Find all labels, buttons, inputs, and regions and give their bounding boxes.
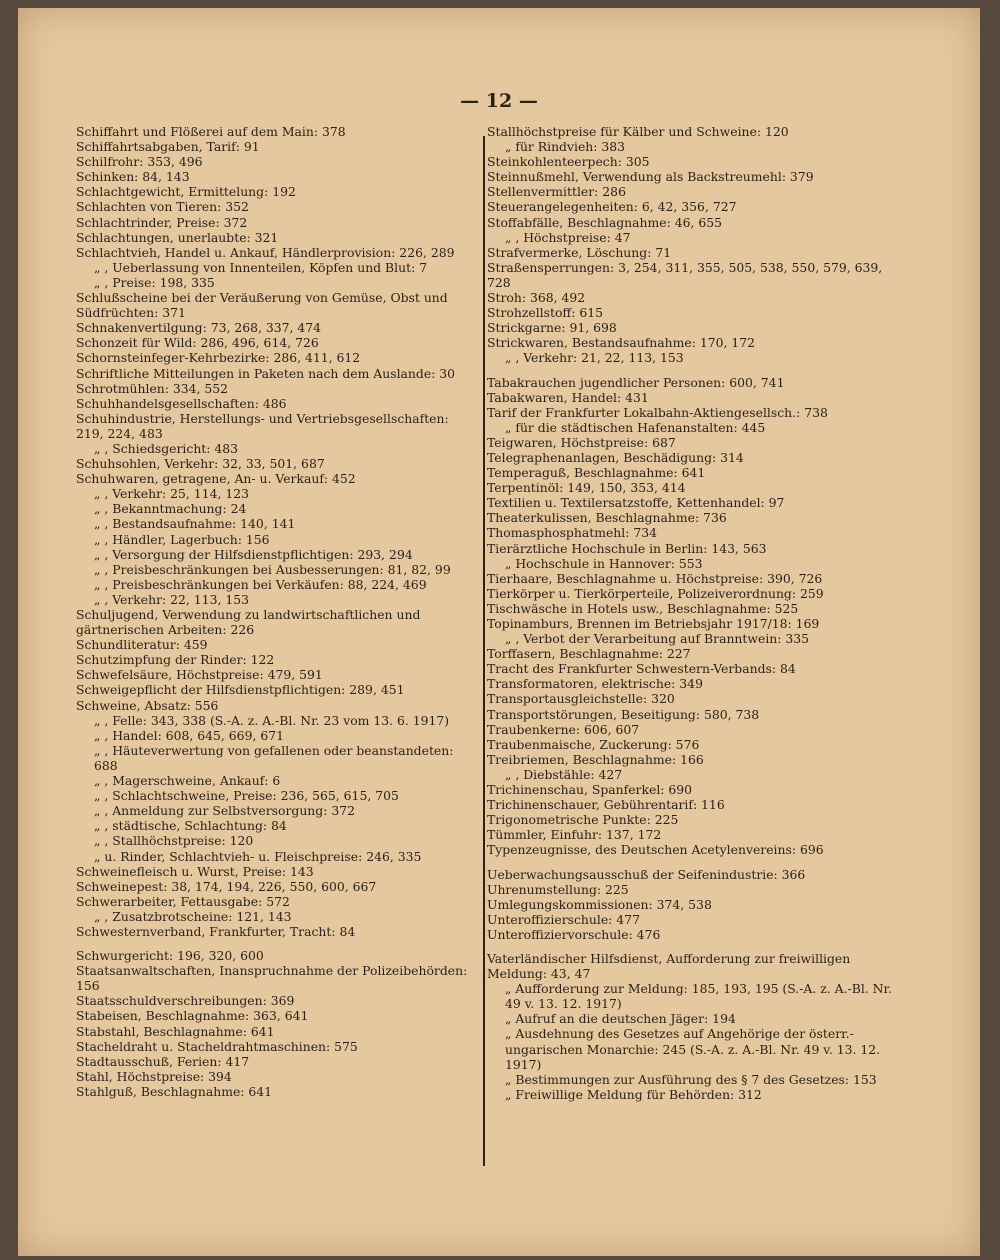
index-entry: Schlachtgewicht, Ermittelung: 192 (76, 184, 296, 200)
index-entry: Tabakwaren, Handel: 431 (487, 389, 649, 405)
index-entry: Tierkörper u. Tierkörperteile, Polizeiverordnung: 259 (487, 585, 824, 601)
index-entry: „ , Magerschweine, Ankauf: 6 (94, 773, 281, 789)
index-entry: Tabakrauchen jugendlicher Personen: 600, 741 (487, 374, 785, 390)
index-entry: Tierhaare, Beschlagnahme u. Höchstpreise: 390, 726 (487, 570, 823, 586)
index-entry: Stallhöchstpreise für Kälber und Schweine: 120 (487, 124, 789, 139)
index-entry: Tarif der Frankfurter Lokalbahn-Aktiengesellsch.: 738 (487, 404, 828, 420)
index-entry: Unteroffiziervorschule: 476 (487, 926, 661, 942)
index-entry: Stoffabfälle, Beschlagnahme: 46, 655 (487, 214, 722, 230)
index-entry: Transformatoren, elektrische: 349 (487, 676, 703, 692)
index-entry: Schuhhandelsgesellschaften: 486 (76, 395, 287, 411)
index-entry: „ , Häuteverwertung von gefallenen oder beanstandeten: 688 (94, 742, 454, 773)
index-entry: Schiffahrt und Flößerei auf dem Main: 378 (76, 124, 346, 139)
index-entry: „ für die städtischen Hafenanstalten: 445 (505, 419, 766, 435)
index-entry: Trichinenschauer, Gebührentarif: 116 (487, 797, 725, 813)
index-entry: Strickgarne: 91, 698 (487, 320, 617, 336)
index-entry: Schutzimpfung der Rinder: 122 (76, 652, 275, 668)
index-entry: Stabstahl, Beschlagnahme: 641 (76, 1023, 275, 1039)
index-entry: Vaterländischer Hilfsdienst, Aufforderung zur freiwilligen Meldung: 43, 47 (487, 950, 851, 982)
index-entry: Schwurgericht: 196, 320, 600 (76, 948, 264, 964)
index-entry: Terpentinöl: 149, 150, 353, 414 (487, 480, 686, 496)
index-entry: „ , Verbot der Verarbeitung auf Branntwein: 335 (505, 631, 810, 647)
index-entry: „ u. Rinder, Schlachtvieh- u. Fleischpreise: 246, 335 (94, 848, 422, 864)
index-entry: Schnakenvertilgung: 73, 268, 337, 474 (76, 320, 322, 336)
index-entry: „ , Höchstpreise: 47 (505, 229, 631, 245)
index-entry: Schuljugend, Verwendung zu landwirtschaftlichen und gärtnerischen Arbeiten: 226 (76, 607, 421, 638)
index-entry: Stabeisen, Beschlagnahme: 363, 641 (76, 1008, 309, 1024)
index-entry: Strickwaren, Bestandsaufnahme: 170, 172 (487, 335, 756, 351)
index-entry: Schweinepest: 38, 174, 194, 226, 550, 600, 667 (76, 878, 377, 894)
index-entry: Telegraphenanlagen, Beschädigung: 314 (487, 449, 744, 465)
index-entry: Steinkohlenteerpech: 305 (487, 154, 650, 170)
index-entry: Unteroffizierschule: 477 (487, 911, 640, 927)
index-entry: Trigonometrische Punkte: 225 (487, 812, 679, 828)
index-entry: Tischwäsche in Hotels usw., Beschlagnahme: 525 (487, 600, 799, 616)
index-entry: Theaterkulissen, Beschlagnahme: 736 (487, 510, 727, 526)
index-entry: Staatsschuldverschreibungen: 369 (76, 993, 295, 1009)
index-entry: „ Aufforderung zur Meldung: 185, 193, 195 (S.-A. z. A.-Bl. Nr. 49 v. 13. 12. 1917) (505, 981, 893, 1012)
index-entry: Schlußscheine bei der Veräußerung von Gemüse, Obst und Südfrüchten: 371 (76, 290, 448, 321)
index-entry: Transportausgleichstelle: 320 (487, 691, 675, 707)
index-entry: Schlachtvieh, Handel u. Ankauf, Händlerprovision: 226, 289 (76, 244, 455, 260)
column-divider (483, 136, 485, 1166)
index-entry: Schinken: 84, 143 (76, 169, 190, 185)
index-entry: Topinamburs, Brennen im Betriebsjahr 1917/18: 169 (487, 616, 820, 631)
index-entry: „ , Bekanntmachung: 24 (94, 501, 247, 517)
index-entry: „ , Handel: 608, 645, 669, 671 (94, 727, 284, 743)
index-entry: Strafvermerke, Löschung: 71 (487, 244, 672, 260)
index-entry: „ , Verkehr: 25, 114, 123 (94, 486, 249, 502)
index-entry: „ Aufruf an die deutschen Jäger: 194 (505, 1011, 736, 1027)
index-entry: Stadtausschuß, Ferien: 417 (76, 1053, 250, 1069)
index-entry: Schlachtrinder, Preise: 372 (76, 214, 248, 230)
index-entry: Thomasphosphatmehl: 734 (487, 525, 657, 541)
index-entry: Schwerarbeiter, Fettausgabe: 572 (76, 893, 290, 909)
index-entry: Traubenkerne: 606, 607 (487, 721, 640, 737)
index-entry: „ , Schiedsgericht: 483 (94, 440, 239, 456)
index-entry: Schweinefleisch u. Wurst, Preise: 143 (76, 863, 314, 879)
index-entry: „ Bestimmungen zur Ausführung des § 7 des Gesetzes: 153 (505, 1071, 877, 1087)
index-entry: Steinnußmehl, Verwendung als Backstreumehl: 379 (487, 169, 814, 185)
index-entry: „ für Rindvieh: 383 (505, 139, 626, 155)
index-entry: „ , Versorgung der Hilfsdienstpflichtigen: 293, 294 (94, 546, 413, 562)
index-entry: Ueberwachungsausschuß der Seifenindustrie: 366 (487, 866, 806, 882)
index-entry: Schuhindustrie, Herstellungs- und Vertriebsgesellschaften: 219, 224, 483 (76, 410, 449, 441)
right-column (487, 124, 895, 1102)
index-entry: „ , Händler, Lagerbuch: 156 (94, 531, 270, 547)
index-entry: „ , Preisbeschränkungen bei Verkäufen: 88, 224, 469 (94, 576, 427, 592)
left-column (76, 124, 474, 1099)
index-entry: „ , Felle: 343, 338 (S.-A. z. A.-Bl. Nr. 23 vom 13. 6. 1917) (94, 712, 450, 728)
index-entry: Transportstörungen, Beseitigung: 580, 738 (487, 706, 760, 722)
index-entry: Schwesternverband, Frankfurter, Tracht: 84 (76, 923, 356, 939)
index-entry: „ , Preisbeschränkungen bei Ausbesserungen: 81, 82, 99 (94, 561, 451, 577)
index-entry: Umlegungskommissionen: 374, 538 (487, 896, 712, 912)
index-entry: Stroh: 368, 492 (487, 290, 586, 306)
index-entry: Schornsteinfeger-Kehrbezirke: 286, 411, 612 (76, 350, 361, 366)
index-entry: Schweine, Absatz: 556 (76, 697, 219, 713)
index-entry: Temperaguß, Beschlagnahme: 641 (487, 465, 706, 481)
index-entry: „ Ausdehnung des Gesetzes auf Angehörige der österr.-ungarischen Monarchie: 245 (S.-A. z. A.-Bl. Nr. 49 v. 13. 12. 1917) (505, 1026, 881, 1072)
index-entry: „ , Stallhöchstpreise: 120 (94, 833, 254, 849)
index-entry: Straßensperrungen: 3, 254, 311, 355, 505, 538, 550, 579, 639, 728 (487, 259, 883, 290)
index-entry: Schuhwaren, getragene, An- u. Verkauf: 452 (76, 471, 356, 487)
index-entry: Teigwaren, Höchstpreise: 687 (487, 434, 676, 450)
index-entry: Tierärztliche Hochschule in Berlin: 143, 563 (487, 540, 767, 556)
index-entry: „ , Anmeldung zur Selbstversorgung: 372 (94, 803, 355, 819)
index-entry: „ , städtische, Schlachtung: 84 (94, 818, 287, 834)
index-entry: „ , Ueberlassung von Innenteilen, Köpfen und Blut: 7 (94, 259, 428, 275)
index-entry: Treibriemen, Beschlagnahme: 166 (487, 751, 704, 767)
index-entry: Schilfrohr: 353, 496 (76, 154, 203, 170)
index-entry: Typenzeugnisse, des Deutschen Acetylenvereins: 696 (487, 842, 824, 858)
index-entry: Textilien u. Textilersatzstoffe, Kettenhandel: 97 (487, 495, 785, 511)
index-entry: „ , Diebstähle: 427 (505, 766, 623, 782)
index-entry: Schundliteratur: 459 (76, 637, 208, 653)
index-page (18, 8, 980, 1256)
index-entry: „ , Bestandsaufnahme: 140, 141 (94, 516, 296, 532)
index-entry: „ , Schlachtschweine, Preise: 236, 565, 615, 705 (94, 788, 399, 804)
index-entry: Traubenmaische, Zuckerung: 576 (487, 736, 700, 752)
index-entry: Staatsanwaltschaften, Inanspruchnahme der Polizeibehörden: 156 (76, 963, 468, 994)
index-entry: Stacheldraht u. Stacheldrahtmaschinen: 575 (76, 1038, 358, 1054)
index-entry: Steuerangelegenheiten: 6, 42, 356, 727 (487, 199, 737, 215)
index-entry: Schonzeit für Wild: 286, 496, 614, 726 (76, 335, 319, 351)
index-entry: „ Hochschule in Hannover: 553 (505, 555, 703, 571)
index-entry: Schriftliche Mitteilungen in Paketen nach dem Auslande: 30 (76, 365, 456, 381)
index-entry: Tümmler, Einfuhr: 137, 172 (487, 827, 662, 843)
index-entry: Strohzellstoff: 615 (487, 305, 603, 321)
page-number: — 12 — (460, 90, 538, 112)
index-entry: „ , Verkehr: 22, 113, 153 (94, 591, 249, 607)
index-entry: Stahlguß, Beschlagnahme: 641 (76, 1083, 273, 1099)
index-entry: „ , Preise: 198, 335 (94, 274, 215, 290)
index-entry: Schwefelsäure, Höchstpreise: 479, 591 (76, 667, 323, 683)
index-entry: Schuhsohlen, Verkehr: 32, 33, 501, 687 (76, 456, 325, 472)
index-entry: Schlachten von Tieren: 352 (76, 199, 249, 215)
index-entry: „ Freiwillige Meldung für Behörden: 312 (505, 1086, 762, 1102)
index-entry: Stahl, Höchstpreise: 394 (76, 1068, 232, 1084)
index-entry: „ , Zusatzbrotscheine: 121, 143 (94, 908, 292, 924)
index-entry: Stellenvermittler: 286 (487, 184, 626, 200)
index-entry: Schiffahrtsabgaben, Tarif: 91 (76, 139, 260, 155)
index-entry: Torffasern, Beschlagnahme: 227 (487, 646, 691, 662)
index-entry: Trichinenschau, Spanferkel: 690 (487, 782, 693, 798)
index-entry: „ , Verkehr: 21, 22, 113, 153 (505, 350, 684, 366)
index-entry: Schrotmühlen: 334, 552 (76, 380, 229, 396)
index-entry: Tracht des Frankfurter Schwestern-Verbands: 84 (487, 661, 796, 677)
index-entry: Schweigepflicht der Hilfsdienstpflichtigen: 289, 451 (76, 682, 405, 698)
index-entry: Schlachtungen, unerlaubte: 321 (76, 229, 279, 245)
index-entry: Uhrenumstellung: 225 (487, 881, 629, 897)
